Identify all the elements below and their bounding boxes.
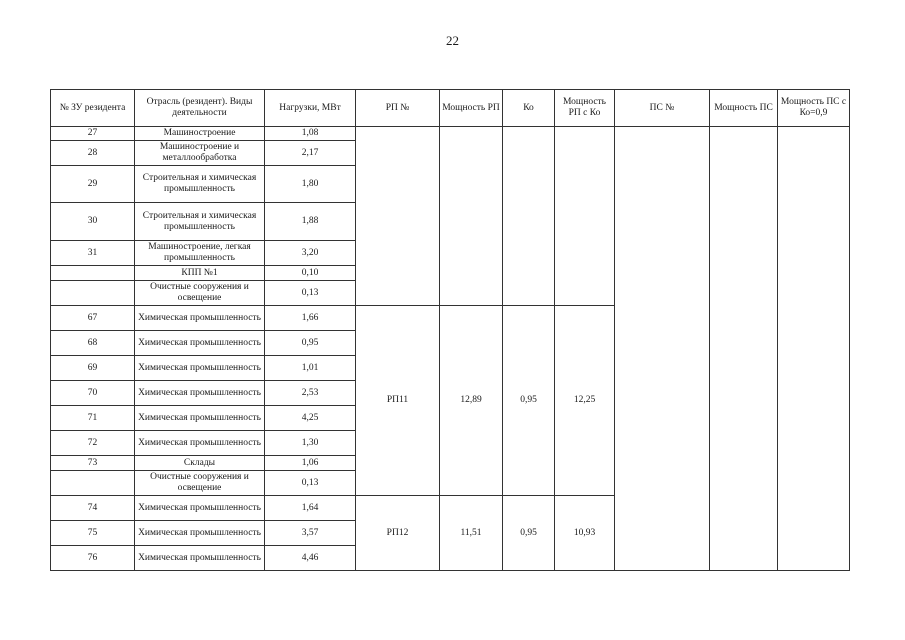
plot-cell: 67 <box>51 306 135 331</box>
plot-cell: 68 <box>51 331 135 356</box>
load-cell: 2,17 <box>265 141 356 166</box>
industry-cell: Машиностроение и металлообработка <box>135 141 265 166</box>
plot-cell <box>51 266 135 281</box>
load-cell: 1,88 <box>265 203 356 241</box>
load-cell: 1,01 <box>265 356 356 381</box>
page-number: 22 <box>446 33 459 48</box>
industry-cell: Химическая промышленность <box>135 306 265 331</box>
load-cell: 1,06 <box>265 456 356 471</box>
industry-cell: Химическая промышленность <box>135 431 265 456</box>
ko-cell: 0,95 <box>503 306 555 496</box>
header-plot: № ЗУ резидента <box>51 90 135 127</box>
header-ko: Ко <box>503 90 555 127</box>
rp-power-ko-cell <box>555 127 615 306</box>
load-cell: 1,30 <box>265 431 356 456</box>
plot-cell: 31 <box>51 241 135 266</box>
plot-cell: 69 <box>51 356 135 381</box>
power-load-table <box>50 89 850 571</box>
ps-cell <box>615 127 710 571</box>
plot-cell: 75 <box>51 521 135 546</box>
load-cell: 0,10 <box>265 266 356 281</box>
industry-cell: Очистные сооружения и освещение <box>135 471 265 496</box>
plot-cell: 71 <box>51 406 135 431</box>
plot-cell <box>51 281 135 306</box>
industry-cell: Химическая промышленность <box>135 381 265 406</box>
rp-cell: РП11 <box>356 306 440 496</box>
rp-cell <box>356 127 440 306</box>
plot-cell: 30 <box>51 203 135 241</box>
industry-cell: Химическая промышленность <box>135 331 265 356</box>
load-cell: 1,64 <box>265 496 356 521</box>
load-cell: 2,53 <box>265 381 356 406</box>
ko-cell: 0,95 <box>503 496 555 571</box>
plot-cell: 27 <box>51 127 135 141</box>
ko-cell <box>503 127 555 306</box>
load-cell: 1,08 <box>265 127 356 141</box>
plot-cell: 74 <box>51 496 135 521</box>
rp-cell: РП12 <box>356 496 440 571</box>
table-row <box>51 127 850 141</box>
header-industry: Отрасль (резидент). Виды деятельности <box>135 90 265 127</box>
rp-power-ko-cell: 12,25 <box>555 306 615 496</box>
header-load: Нагрузки, МВт <box>265 90 356 127</box>
load-cell: 1,66 <box>265 306 356 331</box>
industry-cell: Химическая промышленность <box>135 406 265 431</box>
rp-power-ko-cell: 10,93 <box>555 496 615 571</box>
header-rp-power-ko: Мощность РП с Ко <box>555 90 615 127</box>
load-cell: 0,13 <box>265 281 356 306</box>
plot-cell: 73 <box>51 456 135 471</box>
industry-cell: Машиностроение, легкая промышленность <box>135 241 265 266</box>
industry-cell: Строительная и химическая промышленность <box>135 166 265 203</box>
ps-power-ko-cell <box>778 127 850 571</box>
plot-cell: 28 <box>51 141 135 166</box>
industry-cell: Химическая промышленность <box>135 546 265 571</box>
load-cell: 4,25 <box>265 406 356 431</box>
rp-power-cell: 11,51 <box>440 496 503 571</box>
industry-cell: Склады <box>135 456 265 471</box>
plot-cell: 70 <box>51 381 135 406</box>
header-rp-power: Мощность РП <box>440 90 503 127</box>
load-cell: 3,20 <box>265 241 356 266</box>
header-rp: РП № <box>356 90 440 127</box>
ps-power-cell <box>710 127 778 571</box>
header-ps-power-ko: Мощность ПС с Ко=0,9 <box>778 90 850 127</box>
rp-power-cell: 12,89 <box>440 306 503 496</box>
table-header-row <box>51 90 850 127</box>
load-cell: 0,13 <box>265 471 356 496</box>
rp-power-cell <box>440 127 503 306</box>
industry-cell: Химическая промышленность <box>135 496 265 521</box>
load-cell: 3,57 <box>265 521 356 546</box>
load-cell: 0,95 <box>265 331 356 356</box>
plot-cell: 76 <box>51 546 135 571</box>
industry-cell: Машиностроение <box>135 127 265 141</box>
plot-cell: 72 <box>51 431 135 456</box>
header-ps: ПС № <box>615 90 710 127</box>
load-cell: 4,46 <box>265 546 356 571</box>
plot-cell <box>51 471 135 496</box>
industry-cell: Химическая промышленность <box>135 356 265 381</box>
load-cell: 1,80 <box>265 166 356 203</box>
industry-cell: Очистные сооружения и освещение <box>135 281 265 306</box>
industry-cell: Строительная и химическая промышленность <box>135 203 265 241</box>
industry-cell: КПП №1 <box>135 266 265 281</box>
industry-cell: Химическая промышленность <box>135 521 265 546</box>
header-ps-power: Мощность ПС <box>710 90 778 127</box>
plot-cell: 29 <box>51 166 135 203</box>
